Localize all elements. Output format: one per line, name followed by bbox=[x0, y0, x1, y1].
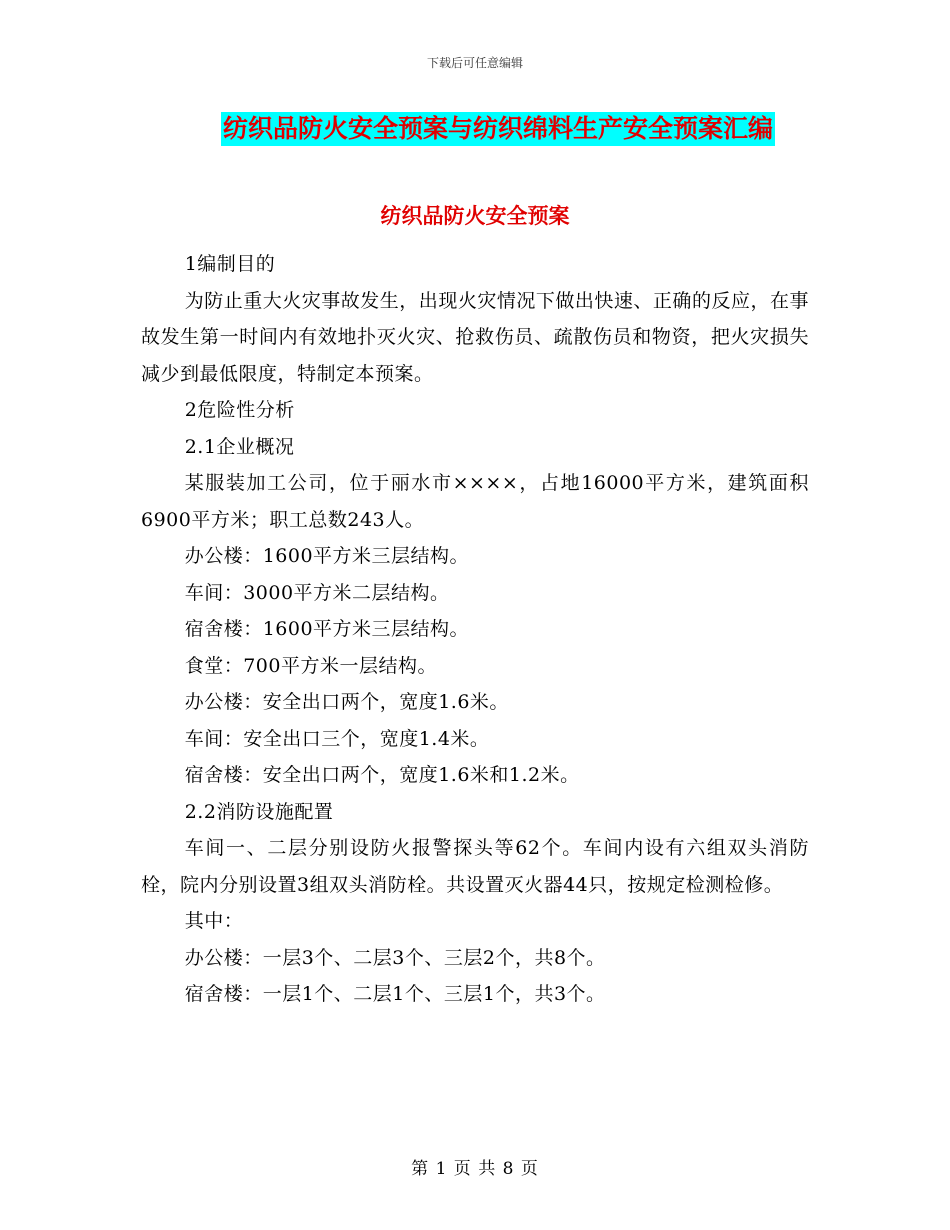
main-title: 纺织品防火安全预案与纺织绵料生产安全预案汇编 bbox=[221, 112, 775, 146]
paragraph: 宿舍楼：1600平方米三层结构。 bbox=[184, 618, 470, 640]
paragraph: 车间：安全出口三个，宽度1.4米。 bbox=[184, 727, 490, 750]
paragraph: 宿舍楼：安全出口两个，宽度1.6米和1.2米。 bbox=[184, 764, 580, 786]
paragraph: 宿舍楼：一层1个、二层1个、三层1个，共3个。 bbox=[184, 983, 606, 1005]
paragraph: 车间一、二层分别设防火报警探头等62个。车间内设有六组双头消防栓，院内分别设置3组双头消防栓。共设置灭火器44只，按规定检测检修。 bbox=[141, 837, 809, 896]
paragraph: 某服装加工公司，位于丽水市××××，占地16000平方米，建筑面积6900平方米；职工总数243人。 bbox=[141, 472, 809, 531]
page-number: 第 1 页 共 8 页 bbox=[411, 1159, 539, 1179]
paragraph-heading-risk: 2危险性分析 bbox=[184, 399, 295, 421]
paragraph: 其中： bbox=[184, 910, 244, 932]
paragraph-heading-purpose: 1编制目的 bbox=[184, 253, 276, 275]
paragraph: 办公楼：一层3个、二层3个、三层2个，共8个。 bbox=[184, 946, 606, 969]
paragraph: 食堂：700平方米一层结构。 bbox=[184, 654, 437, 677]
paragraph: 车间：3000平方米二层结构。 bbox=[184, 581, 450, 604]
paragraph-heading-overview: 2.1企业概况 bbox=[184, 435, 295, 458]
paragraph: 为防止重大火灾事故发生，出现火灾情况下做出快速、正确的反应，在事故发生第一时间内有效地扑灭火灾、抢救伤员、疏散伤员和物资，把火灾损失减少到最低限度，特制定本预案。 bbox=[141, 289, 809, 385]
document-body bbox=[141, 246, 809, 1013]
paragraph: 办公楼：安全出口两个，宽度1.6米。 bbox=[184, 691, 509, 713]
section-title: 纺织品防火安全预案 bbox=[380, 203, 570, 228]
main-title-container bbox=[0, 112, 950, 146]
page-header-note: 下载后可任意编辑 bbox=[426, 56, 523, 70]
paragraph-heading-fire-facilities: 2.2消防设施配置 bbox=[184, 800, 334, 823]
paragraph: 办公楼：1600平方米三层结构。 bbox=[184, 545, 470, 567]
